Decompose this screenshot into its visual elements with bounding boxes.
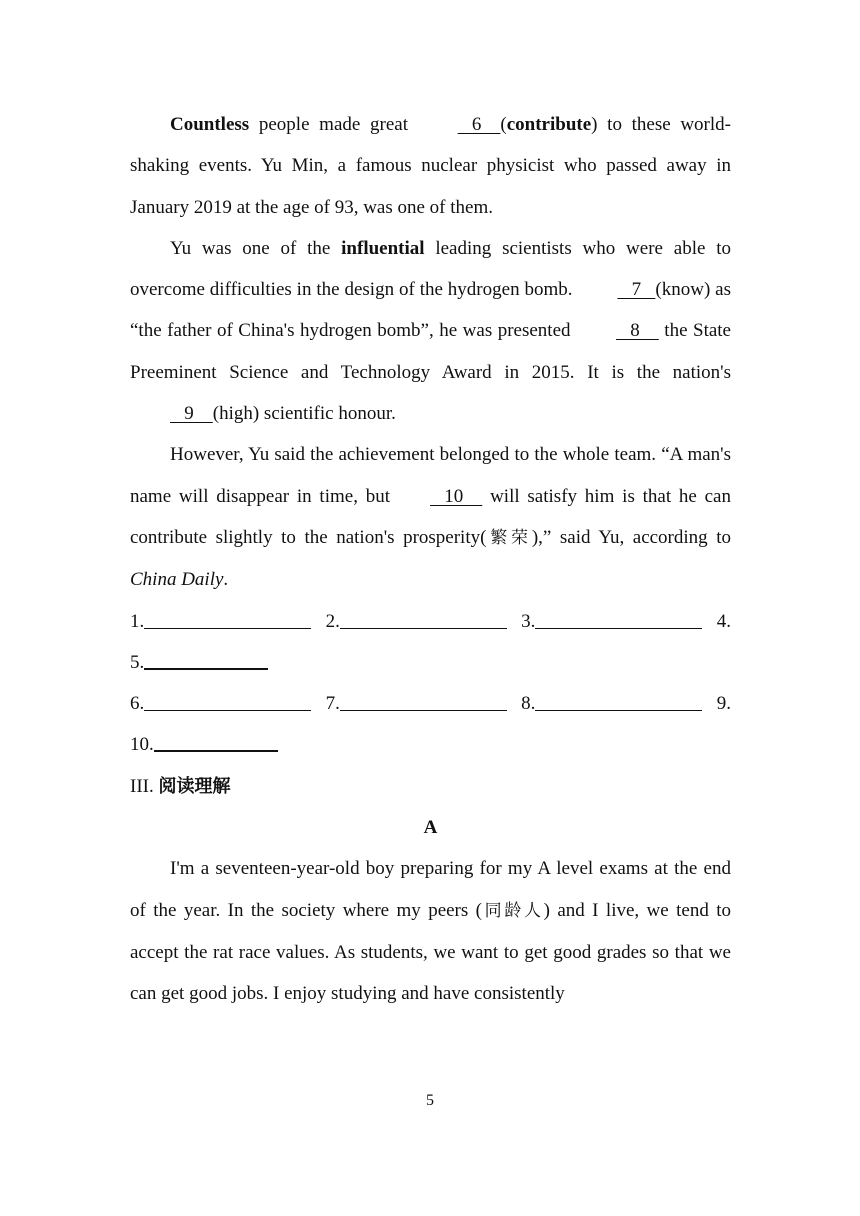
answer-number: 2. xyxy=(325,610,340,632)
answer-number: 7. xyxy=(325,693,340,715)
keyword-contribute: contribute xyxy=(506,114,592,135)
text-run: ),” said Yu, according to xyxy=(531,526,731,548)
paragraph-whole-team xyxy=(130,434,731,600)
blank-7: 7 xyxy=(617,279,656,301)
text-run: . xyxy=(223,569,229,591)
text-run: (know) as “the father of China's hydrogen bomb”, he was presented xyxy=(130,279,732,342)
text-run: the State Preeminent Science and Technology Award in 2015. It is the nation's xyxy=(130,320,731,383)
answer-line[interactable] xyxy=(340,688,507,711)
section-number: III. xyxy=(130,775,159,797)
answer-slot-7 xyxy=(326,683,507,724)
section-heading xyxy=(130,766,731,807)
section-title: 阅读理解 xyxy=(158,775,231,797)
answer-slot-9: 9. xyxy=(716,693,731,715)
blank-10: 10 xyxy=(430,485,483,507)
source-china-daily: China Daily xyxy=(130,569,224,591)
answer-row-5 xyxy=(130,642,731,683)
blank-8: 8 xyxy=(616,320,659,342)
answer-slot-2 xyxy=(326,601,507,642)
answer-number: 6. xyxy=(130,693,145,715)
text-run: However, Yu said the achievement belonged to the whole team. “A man's name will disappear in time, but xyxy=(130,444,731,507)
paragraph-passage-a xyxy=(130,848,731,1014)
paragraph-hydrogen-bomb xyxy=(130,228,731,434)
blank-9: 9 xyxy=(170,403,213,425)
document-page xyxy=(130,104,731,1015)
page-number: 5 xyxy=(426,1092,434,1109)
paragraph-yu-min-intro xyxy=(130,104,731,228)
passage-label: A xyxy=(423,817,438,839)
text-run: Yu was one of the xyxy=(170,237,342,259)
answer-slot-6 xyxy=(130,683,311,724)
text-run: ( xyxy=(500,114,507,135)
text-run: will satisfy him is that he can contribute slightly to the nation's prosperity( xyxy=(130,485,731,548)
answer-line[interactable] xyxy=(535,606,702,629)
answer-slot-10 xyxy=(130,724,278,765)
answer-number: 8. xyxy=(521,693,536,715)
answer-number: 10. xyxy=(130,734,154,756)
text-run: ) and I live, we tend to accept the rat race values. As students, we want to get good grades so that we can get good jobs. I enjoy studying and have consistently xyxy=(130,899,732,1005)
answer-row-6-9 xyxy=(130,683,731,724)
answer-number: 1. xyxy=(130,610,145,632)
text-run: I'm a seventeen-year-old boy preparing for my A level exams at the end of the year. In the society where my peers ( xyxy=(130,858,731,921)
answer-line[interactable] xyxy=(144,688,311,711)
answer-slot-1 xyxy=(130,601,311,642)
answer-line[interactable] xyxy=(340,606,507,629)
answer-slot-3 xyxy=(521,601,702,642)
cjk-gloss-prosperity: 繁荣 xyxy=(486,527,532,548)
answer-line[interactable] xyxy=(535,688,702,711)
keyword-influential: influential xyxy=(341,237,425,259)
keyword-countless: Countless xyxy=(170,114,250,135)
answer-slot-4: 4. xyxy=(716,610,731,632)
answer-number: 3. xyxy=(521,610,536,632)
answer-number: 5. xyxy=(130,651,145,673)
blank-6: 6 xyxy=(457,114,501,135)
answer-slot-5 xyxy=(130,642,268,683)
text-run: people made great xyxy=(249,114,418,135)
answer-line[interactable] xyxy=(144,646,268,670)
text-run: ) to these world-shaking events. Yu Min, a famous nuclear physicist who passed away in January 2019 at the age of 93, was one of them. xyxy=(130,114,731,218)
answer-line[interactable] xyxy=(154,728,278,752)
cjk-gloss-peers: 同龄人 xyxy=(482,900,544,921)
answer-row-1-4 xyxy=(130,601,731,642)
text-run: leading scientists who were able to overcome difficulties in the design of the hydrogen bomb. xyxy=(130,237,731,301)
text-run: (high) scientific honour. xyxy=(212,403,396,425)
answer-row-10 xyxy=(130,724,731,765)
answer-line[interactable] xyxy=(144,606,311,629)
answer-slot-8 xyxy=(521,683,702,724)
